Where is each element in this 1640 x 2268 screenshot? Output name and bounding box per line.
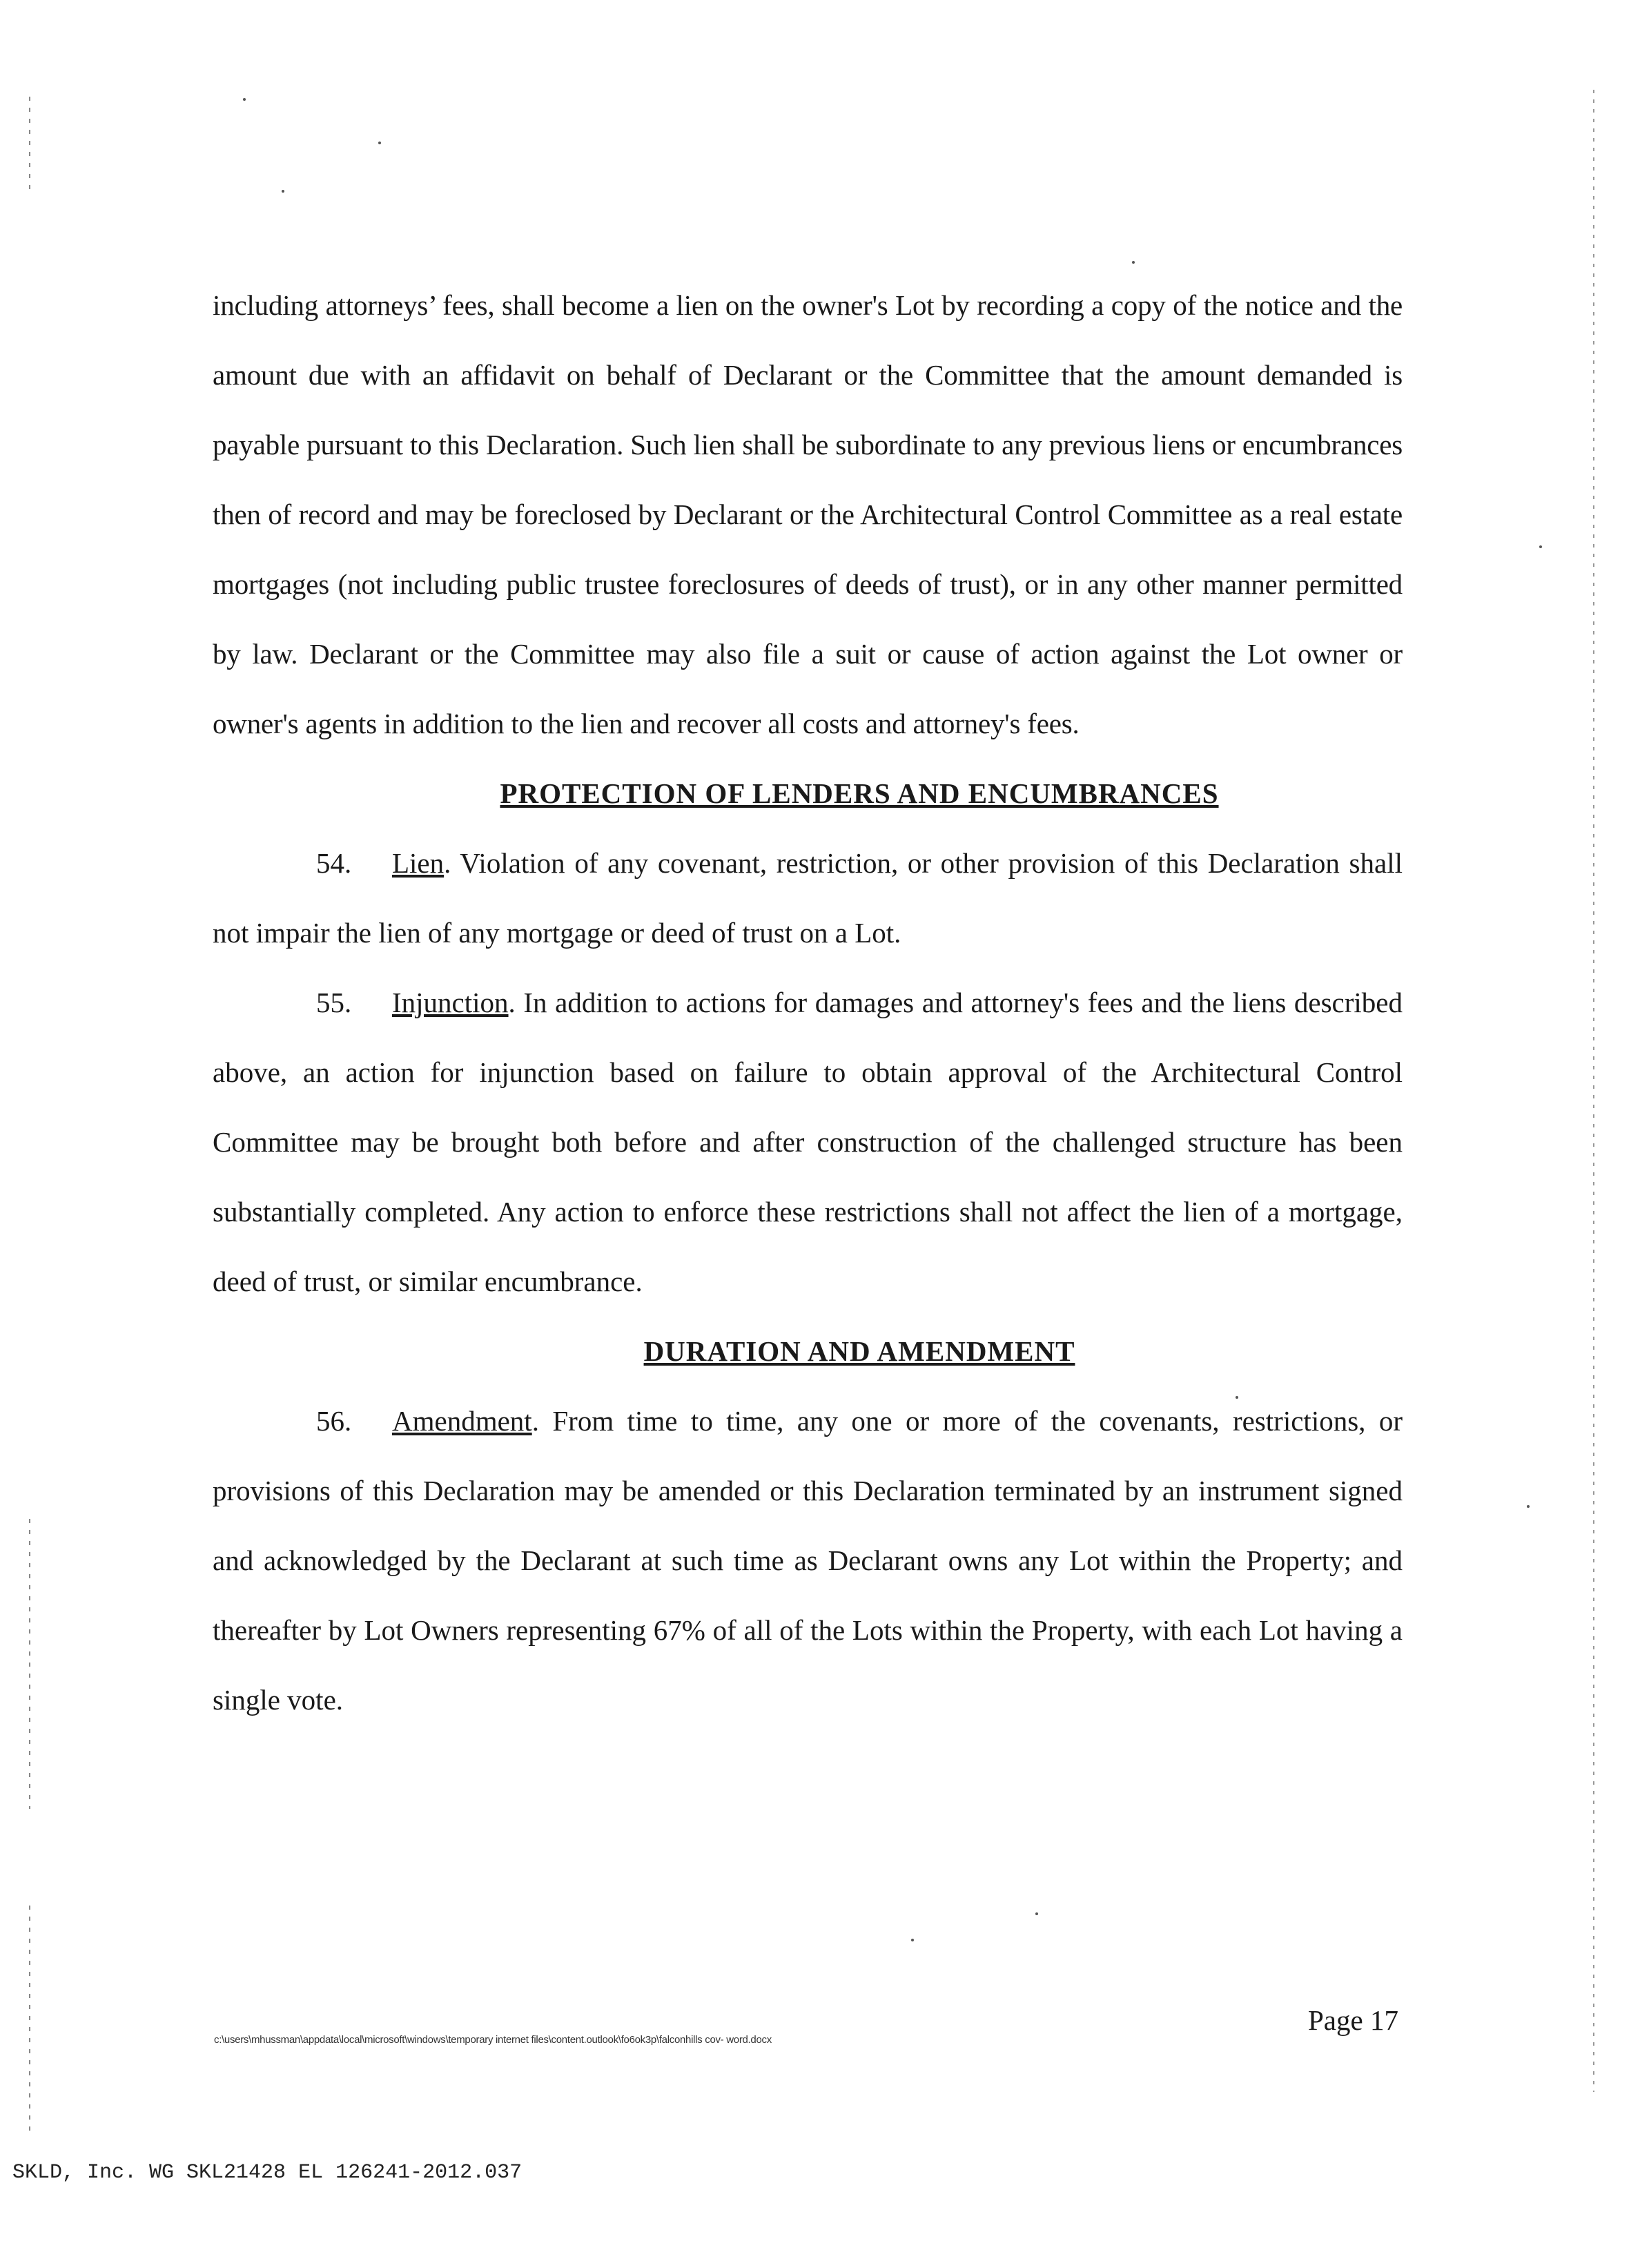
section-text: . From time to time, any one or more of the covenants, restrictions, or provisions of this Declaration may be amended or this Declaration terminated by an instrument signed and acknowledged by the Declarant at such time as Declarant owns any Lot within the Property; and thereafter by Lot Owners representing 67% of all of the Lots within the Property, with each Lot having a single vote. bbox=[213, 1405, 1403, 1716]
lien-continuation-paragraph: including attorneys’ fees, shall become a lien on the owner's Lot by recording a copy of the notice and the amount due with an affidavit on behalf of Declarant or the Committee that the amount demanded is payable pursuant to this Declaration. Such lien shall be subordinate to any previous liens or encumbrances then of record and may be foreclosed by Declarant or the Architectural Control Committee as a real estate mortgages (not including public trustee foreclosures of deeds of trust), or in any other manner permitted by law. Declarant or the Committee may also file a suit or cause of action against the Lot owner or owner's agents in addition to the lien and recover all costs and attorney's fees. bbox=[213, 289, 1403, 739]
section-term: Injunction bbox=[392, 987, 509, 1018]
page-number: Page 17 bbox=[1308, 2004, 1398, 2036]
recording-stamp: SKLD, Inc. WG SKL21428 EL 126241-2012.037 bbox=[12, 2161, 523, 2184]
scan-speck bbox=[1527, 1505, 1530, 1508]
section-54-lien bbox=[213, 828, 1403, 968]
scan-edge-left bbox=[29, 97, 30, 193]
scan-edge-left bbox=[29, 1906, 30, 2133]
scan-edge-right bbox=[1593, 90, 1594, 2092]
section-text: . Violation of any covenant, restriction, or other provision of this Declaration shall not impair the lien of any mortgage or deed of trust on a Lot. bbox=[213, 847, 1403, 949]
section-heading-duration: DURATION AND AMENDMENT bbox=[643, 1335, 1075, 1367]
scan-speck bbox=[1539, 545, 1542, 548]
section-heading-protection: PROTECTION OF LENDERS AND ENCUMBRANCES bbox=[500, 777, 1219, 809]
footer-file-path: c:\users\mhussman\appdata\local\microsoft\windows\temporary internet files\content.outlook\fo6ok3p\falconhills cov- word.docx bbox=[214, 2034, 772, 2046]
scan-speck bbox=[243, 98, 246, 101]
scan-edge-left bbox=[29, 1519, 30, 1809]
scan-speck bbox=[282, 190, 284, 193]
section-56-amendment bbox=[213, 1386, 1403, 1735]
scan-speck bbox=[911, 1939, 914, 1941]
section-term: Lien bbox=[392, 847, 445, 879]
section-text: . In addition to actions for damages and attorney's fees and the liens described above, an action for injunction based on failure to obtain approval of the Architectural Control Committee may be brought both before and after construction of the challenged structure has been substantially completed. Any action to enforce these restrictions shall not affect the lien of a mortgage, deed of trust, or similar encumbrance. bbox=[213, 987, 1403, 1297]
section-number: 56. bbox=[316, 1405, 352, 1437]
scan-speck bbox=[1035, 1912, 1038, 1915]
section-term: Amendment bbox=[392, 1405, 532, 1437]
section-number: 55. bbox=[316, 987, 352, 1018]
scan-speck bbox=[378, 142, 381, 144]
scan-speck bbox=[1132, 261, 1135, 264]
document-body bbox=[213, 271, 1403, 1735]
section-55-injunction bbox=[213, 968, 1403, 1317]
section-number: 54. bbox=[316, 847, 352, 879]
